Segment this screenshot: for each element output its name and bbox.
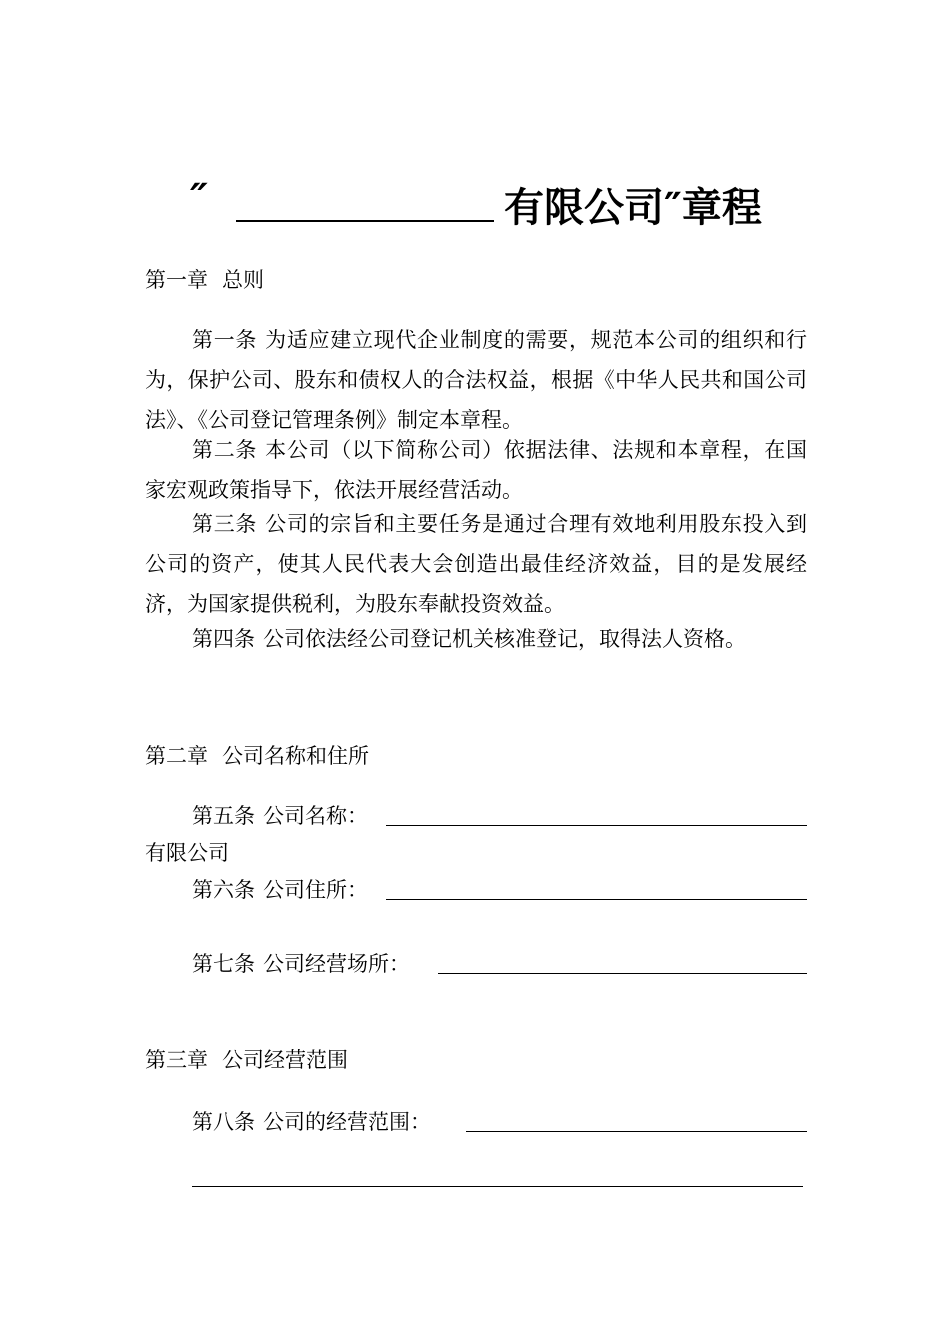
company-name-field[interactable] (386, 825, 807, 826)
chapter-2-heading (145, 742, 369, 770)
document-title (190, 170, 790, 230)
article-6 (192, 876, 368, 904)
article-number: 第八条 (192, 1110, 255, 1134)
chapter-name: 总则 (222, 268, 264, 292)
article-2 (145, 430, 807, 510)
company-address-field[interactable] (386, 899, 807, 900)
article-number: 第五条 (192, 804, 255, 828)
article-number: 第六条 (192, 878, 255, 902)
chapter-number: 第一章 (145, 268, 208, 292)
field-label: 公司名称： (263, 804, 368, 828)
company-name-suffix: 有限公司 (145, 841, 229, 865)
article-4 (145, 619, 807, 659)
article-3 (145, 504, 807, 624)
business-scope-field-line-2[interactable] (192, 1186, 803, 1187)
business-scope-field[interactable] (466, 1131, 807, 1132)
article-text: 公司依法经公司登记机关核准登记，取得法人资格。 (263, 627, 746, 651)
article-1 (145, 320, 807, 440)
article-text: 公司的宗旨和主要任务是通过合理有效地利用股东投入到公司的资产，使其人民代表大会创造出最佳经济效益，目的是发展经济，为国家提供税利，为股东奉献投资效益。 (145, 512, 808, 616)
company-name-blank[interactable] (236, 220, 494, 222)
chapter-number: 第三章 (145, 1048, 208, 1072)
title-open-quote: ″ (190, 176, 208, 222)
article-8 (192, 1108, 431, 1136)
article-number: 第七条 (192, 952, 255, 976)
article-text: 为适应建立现代企业制度的需要，规范本公司的组织和行为，保护公司、股东和债权人的合法权益，根据《中华人民共和国公司法》、《公司登记管理条例》制定本章程。 (145, 328, 808, 432)
field-label: 公司的经营范围： (263, 1110, 431, 1134)
article-number: 第二条 (192, 438, 258, 462)
article-number: 第三条 (192, 512, 258, 536)
article-5 (192, 802, 368, 830)
field-label: 公司经营场所： (263, 952, 410, 976)
article-7 (192, 950, 410, 978)
chapter-1-heading (145, 266, 264, 294)
chapter-number: 第二章 (145, 744, 208, 768)
title-text: 有限公司″章程 (504, 185, 762, 231)
chapter-name: 公司经营范围 (222, 1048, 348, 1072)
article-number: 第四条 (192, 627, 255, 651)
field-label: 公司住所： (263, 878, 368, 902)
chapter-3-heading (145, 1046, 348, 1074)
business-premises-field[interactable] (438, 973, 807, 974)
article-text: 本公司（以下简称公司）依据法律、法规和本章程，在国家宏观政策指导下，依法开展经营活动。 (145, 438, 808, 502)
chapter-name: 公司名称和住所 (222, 744, 369, 768)
article-number: 第一条 (192, 328, 258, 352)
